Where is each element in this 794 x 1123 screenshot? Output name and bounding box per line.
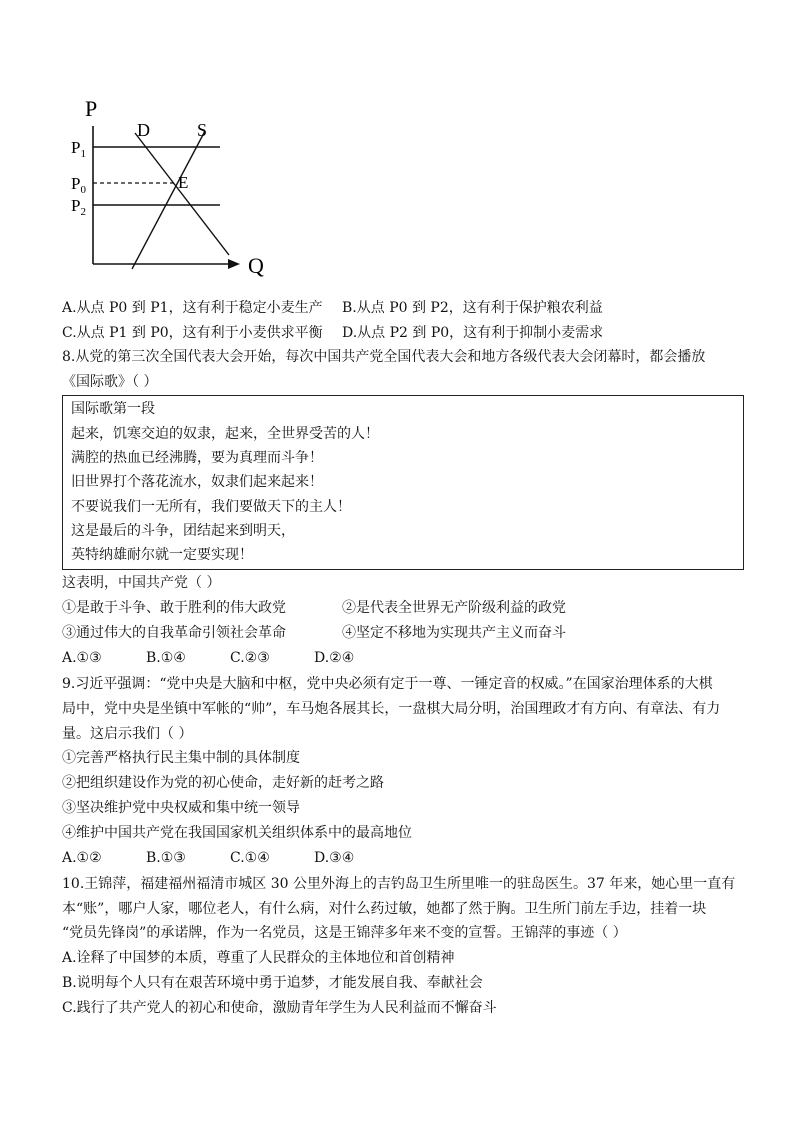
q10-option-a: A.诠释了中国梦的本质，尊重了人民群众的主体地位和首创精神 bbox=[62, 950, 455, 966]
q9-item-4: ④维护中国共产党在我国国家机关组织体系中的最高地位 bbox=[62, 825, 412, 841]
q9-item-2: ②把组织建设作为党的初心使命，走好新的赶考之路 bbox=[62, 775, 384, 791]
q8-item-2: ②是代表全世界无产阶级利益的政党 bbox=[342, 600, 566, 616]
p0-label: $P_0$ bbox=[71, 174, 86, 196]
q8-answers bbox=[62, 648, 362, 668]
q7-option-c: C.从点 P1 到 P0，这有利于小麦供求平衡 bbox=[62, 325, 323, 341]
q10-stem-line1: 10.王锦萍，福建福州福清市城区 30 公里外海上的吉钓岛卫生所里唯一的驻岛医生。37 年来，她心里一直有 bbox=[62, 876, 736, 892]
q9-stem-line2: 局中，党中央是坐镇中军帐的“帅”，车马炮各展其长，一盘棋大局分明，治国理政才有方向、有章法、有力 bbox=[62, 701, 721, 717]
lyrics-line: 英特纳雄耐尔就一定要实现！ bbox=[71, 547, 253, 563]
q10-stem-line3: “党员先锋岗”的承诺牌，作为一名党员，这是王锦萍多年来不变的宣誓。王锦萍的事迹（ ） bbox=[62, 925, 627, 941]
q8-answer-d: D.②④ bbox=[314, 650, 355, 666]
lyrics-line: 这是最后的斗争，团结起来到明天， bbox=[71, 523, 295, 539]
q9-answers bbox=[62, 848, 362, 868]
supply-curve bbox=[132, 131, 205, 269]
supply-demand-graph bbox=[60, 92, 280, 282]
q9-answer-d: D.③④ bbox=[314, 850, 355, 866]
q8-item-3: ③通过伟大的自我革命引领社会革命 bbox=[62, 625, 286, 641]
q8-item-1: ①是敢于斗争、敢于胜利的伟大政党 bbox=[62, 600, 286, 616]
lyrics-line: 起来，饥寒交迫的奴隶，起来，全世界受苦的人！ bbox=[71, 426, 379, 442]
axis-p-label: P bbox=[85, 96, 98, 121]
q7-option-b: B.从点 P0 到 P2，这有利于保护粮农利益 bbox=[342, 300, 603, 316]
q9-stem-line1: 9.习近平强调：“党中央是大脑和中枢，党中央必须有定于一尊、一锤定音的权威。”在国家治理体系的大棋 bbox=[62, 676, 713, 692]
q8-item-4: ④坚定不移地为实现共产主义而奋斗 bbox=[342, 625, 566, 641]
lyrics-title: 国际歌第一段 bbox=[71, 401, 155, 417]
p2-label: $P_2$ bbox=[71, 196, 86, 218]
q8-answer-b: B.①④ bbox=[146, 650, 186, 666]
q9-answer-c: C.①④ bbox=[230, 850, 270, 866]
internationale-lyrics-box bbox=[62, 395, 744, 570]
demand-label: D bbox=[137, 120, 150, 140]
q9-item-1: ①完善严格执行民主集中制的具体制度 bbox=[62, 750, 300, 766]
equilibrium-label: E bbox=[178, 173, 189, 192]
lyrics-line: 不要说我们一无所有，我们要做天下的主人！ bbox=[71, 499, 351, 515]
p1-label: $P_1$ bbox=[71, 138, 86, 160]
q10-stem-line2: 本“账”，哪户人家，哪位老人，有什么病，对什么药过敏，她都了然于胸。卫生所门前左手边，挂着一块 bbox=[62, 901, 707, 917]
q8-stem-line2: 《国际歌》（ ） bbox=[62, 374, 158, 390]
supply-label: S bbox=[197, 120, 208, 140]
q9-answer-b: B.①③ bbox=[146, 850, 186, 866]
q8-answer-c: C.②③ bbox=[230, 650, 270, 666]
q7-option-a: A.从点 P0 到 P1，这有利于稳定小麦生产 bbox=[62, 300, 323, 316]
q9-answer-a: A.①② bbox=[62, 850, 102, 866]
q9-stem-line3: 量。这启示我们（ ） bbox=[62, 726, 193, 742]
q8-question: 这表明，中国共产党（ ） bbox=[62, 575, 221, 591]
q8-stem-line1: 8.从党的第三次全国代表大会开始，每次中国共产党全国代表大会和地方各级代表大会闭幕时，都会播放 bbox=[62, 349, 706, 365]
q7-option-d: D.从点 P2 到 P0，这有利于抑制小麦需求 bbox=[342, 325, 604, 341]
q8-answer-a: A.①③ bbox=[62, 650, 102, 666]
axis-q-label: Q bbox=[248, 253, 264, 278]
q9-item-3: ③坚决维护党中央权威和集中统一领导 bbox=[62, 800, 300, 816]
q10-option-c: C.践行了共产党人的初心和使命，激励青年学生为人民利益而不懈奋斗 bbox=[62, 1000, 497, 1016]
lyrics-line: 满腔的热血已经沸腾，要为真理而斗争！ bbox=[71, 450, 323, 466]
q10-option-b: B.说明每个人只有在艰苦环境中勇于追梦，才能发展自我、奉献社会 bbox=[62, 975, 483, 991]
x-axis-arrow bbox=[228, 259, 240, 269]
lyrics-line: 旧世界打个落花流水，奴隶们起来起来！ bbox=[71, 474, 323, 490]
